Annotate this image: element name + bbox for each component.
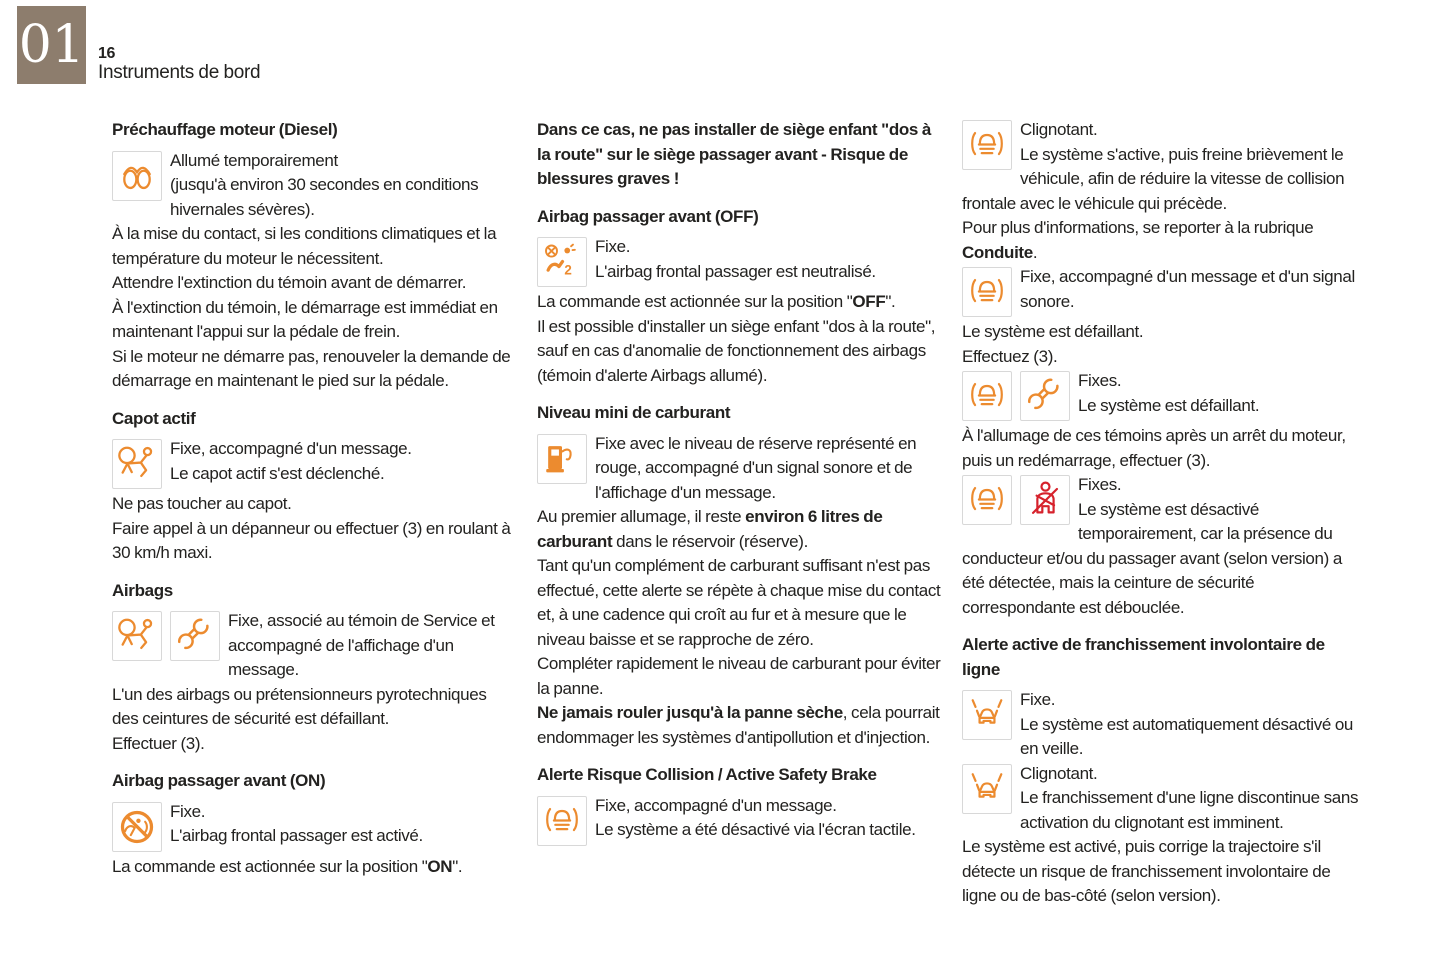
indicator-text xyxy=(962,118,1366,216)
content xyxy=(112,118,1366,909)
text-run: À la mise du contact, si les conditions climatiques et la température du moteur le nécessitent. xyxy=(112,224,497,268)
paragraph xyxy=(537,554,941,652)
indicator-entry xyxy=(112,609,516,683)
chapter-tab: 01 xyxy=(17,6,86,84)
paragraph xyxy=(537,118,941,192)
paragraph xyxy=(962,835,1366,909)
paragraph xyxy=(112,855,516,880)
airbag-person-icon xyxy=(112,611,162,661)
indicator-entry xyxy=(962,762,1366,836)
text-run: Clignotant. xyxy=(1020,120,1098,139)
indicator-entry xyxy=(112,437,516,486)
text-run: L'airbag frontal passager est activé. xyxy=(170,826,423,845)
text-run: Le système s'active, puis freine brièvement le véhicule, afin de réduire la vitesse de collision frontale avec le véhicule qui précède. xyxy=(962,144,1345,213)
page-number: 16 xyxy=(98,45,116,62)
indicator-entry xyxy=(112,800,516,849)
indicator-text xyxy=(537,432,941,506)
section-heading: Préchauffage moteur (Diesel) xyxy=(112,120,338,139)
indicator-text xyxy=(112,800,516,849)
text-run: Compléter rapidement le niveau de carburant pour éviter la panne. xyxy=(537,654,941,698)
fuel-icon xyxy=(537,434,587,484)
paragraph xyxy=(112,296,516,345)
section-heading: Airbags xyxy=(112,580,173,600)
section-heading: Niveau mini de carburant xyxy=(537,403,731,422)
text-run: Fixe, accompagné d'un message et d'un signal sonore. xyxy=(1020,267,1355,311)
paragraph xyxy=(962,345,1366,370)
text-run: Le système a été désactivé via l'écran tactile. xyxy=(595,820,916,839)
text-run: Allumé temporairement xyxy=(170,150,338,170)
paragraph xyxy=(537,701,941,750)
text-run: Fixes. xyxy=(1078,475,1122,494)
text-run: (jusqu'à environ 30 secondes en conditions hivernales sévères). xyxy=(170,175,479,219)
indicator-text xyxy=(537,235,941,284)
text-run: Ne pas toucher au capot. xyxy=(112,494,292,513)
text-run: Il est possible d'installer un siège enfant "dos à la route", sauf en cas d'anomalie de fonctionnement des airbags (témoin d'alerte Airbags allumé). xyxy=(537,316,936,385)
indicator-text xyxy=(962,265,1366,314)
section-heading: Airbag passager avant (ON) xyxy=(112,771,326,790)
paragraph xyxy=(112,732,516,757)
indicator-entry xyxy=(962,118,1366,216)
paragraph xyxy=(112,683,516,732)
text-run: dans le réservoir (réserve). xyxy=(612,531,808,551)
indicator-entry xyxy=(962,473,1366,620)
text-run: L'airbag frontal passager est neutralisé. xyxy=(595,261,876,281)
text-run: La commande est actionnée sur la position " xyxy=(112,856,428,876)
text-run: Le capot actif s'est déclenché. xyxy=(170,463,385,483)
text-run: Faire appel à un dépanneur ou effectuer (3) en roulant à 30 km/h maxi. xyxy=(112,518,511,562)
asb-icon xyxy=(962,371,1012,421)
section-heading: Alerte Risque Collision / Active Safety Brake xyxy=(537,765,877,784)
text-run: Le système est activé, puis corrige la trajectoire s'il détecte un risque de franchissement involontaire de ligne ou de bas-côté (selon version). xyxy=(962,837,1331,905)
text-run: Fixes. xyxy=(1078,371,1122,390)
text-run: Fixe. xyxy=(595,237,631,256)
lane-icon xyxy=(962,764,1012,814)
text-run: Le système est désactivé temporairement, car la présence du conducteur et/ou du passager avant (selon version) a été détectée, mais la ceinture de sécurité correspondante est débouclée. xyxy=(962,499,1342,617)
text-run: Fixe, associé au témoin de Service et accompagné de l'affichage d'un message. xyxy=(228,611,495,679)
text-run: Le système est défaillant. xyxy=(1078,395,1260,415)
svg-text:2: 2 xyxy=(564,262,572,278)
indicator-text xyxy=(112,149,516,223)
indicator-entry xyxy=(537,235,941,284)
asb-icon xyxy=(537,796,587,846)
paragraph xyxy=(112,271,516,296)
text-bold: OFF xyxy=(852,292,886,311)
paragraph xyxy=(962,424,1366,473)
paragraph xyxy=(112,492,516,517)
indicator-text xyxy=(962,762,1366,836)
text-run: Attendre l'extinction du témoin avant de démarrer. xyxy=(112,273,467,292)
text-run: Tant qu'un complément de carburant suffisant n'est pas effectué, cette alerte se répète à chaque mise du contact et, à une cadence qui croît au fur et à mesure que le niveau baisse et se rapproche de zéro. xyxy=(537,556,941,649)
text-run: Fixe, accompagné d'un message. xyxy=(595,795,837,815)
text-run: Fixe. xyxy=(170,801,206,821)
airbag-off-icon xyxy=(537,237,587,287)
text-run: Clignotant. xyxy=(1020,763,1098,783)
text-run: Si le moteur ne démarre pas, renouveler la demande de démarrage en maintenant le pied sur la pédale. xyxy=(112,346,511,390)
text-run: Effectuer (3). xyxy=(112,733,205,753)
text-run: À l'extinction du témoin, le démarrage est immédiat en maintenant l'appui sur la pédale de frein. xyxy=(112,297,498,341)
asb-icon xyxy=(962,267,1012,317)
text-bold: Ne jamais rouler jusqu'à la panne sèche xyxy=(537,703,843,722)
text-run: Le système est défaillant. xyxy=(962,322,1144,341)
indicator-entry xyxy=(962,265,1366,314)
column-3 xyxy=(962,118,1366,909)
paragraph xyxy=(537,652,941,701)
paragraph xyxy=(112,517,516,566)
seatbelt-icon xyxy=(1020,475,1070,525)
asb-icon xyxy=(962,475,1012,525)
text-run: ". xyxy=(885,292,896,311)
section-heading: Alerte active de franchissement involontaire de ligne xyxy=(962,635,1325,679)
paragraph xyxy=(112,222,516,271)
text-run: ". xyxy=(452,856,463,876)
glow-plug-icon xyxy=(112,151,162,201)
wrench-icon xyxy=(170,611,220,661)
wrench-icon xyxy=(1020,371,1070,421)
airbag-on-icon xyxy=(112,802,162,852)
text-run: . xyxy=(1032,242,1038,262)
section-title: Instruments de bord xyxy=(98,62,261,83)
text-bold: Dans ce cas, ne pas installer de siège enfant "dos à la route" sur le siège passager avant - Risque de blessures graves ! xyxy=(537,120,931,188)
indicator-entry xyxy=(537,432,941,506)
text-run: Fixe. xyxy=(1020,690,1056,709)
indicator-entry xyxy=(537,794,941,843)
text-run: , cela pourrait endommager les systèmes d'antipollution et d'injection. xyxy=(537,703,940,747)
paragraph xyxy=(112,345,516,394)
lane-icon xyxy=(962,690,1012,740)
text-run: À l'allumage de ces témoins après un arrêt du moteur, puis un redémarrage, effectuer (3). xyxy=(962,426,1346,470)
text-run: Le système est automatiquement désactivé ou en veille. xyxy=(1020,714,1354,758)
indicator-text xyxy=(537,794,941,843)
paragraph xyxy=(537,315,941,389)
text-run: Fixe avec le niveau de réserve représenté en rouge, accompagné d'un signal sonore et de l'affichage d'un message. xyxy=(595,433,917,502)
text-run: Fixe, accompagné d'un message. xyxy=(170,439,412,458)
text-run: Le franchissement d'une ligne discontinue sans activation du clignotant est imminent. xyxy=(1020,788,1359,832)
text-bold: Conduite xyxy=(962,242,1033,262)
indicator-text xyxy=(962,688,1366,762)
asb-icon xyxy=(962,120,1012,170)
airbag-person-icon xyxy=(112,439,162,489)
paragraph xyxy=(537,505,941,554)
paragraph xyxy=(537,290,941,315)
paragraph xyxy=(962,320,1366,345)
text-run: Pour plus d'informations, se reporter à la rubrique xyxy=(962,218,1314,237)
paragraph xyxy=(962,216,1366,265)
section-heading: Airbag passager avant (OFF) xyxy=(537,206,759,226)
text-run: L'un des airbags ou prétensionneurs pyrotechniques des ceintures de sécurité est défaillant. xyxy=(112,684,487,728)
indicator-text xyxy=(112,437,516,486)
text-run: Effectuez (3). xyxy=(962,346,1058,366)
text-bold: ON xyxy=(427,856,453,876)
text-run: La commande est actionnée sur la position " xyxy=(537,292,853,311)
indicator-entry xyxy=(962,369,1366,418)
text-run: Au premier allumage, il reste xyxy=(537,507,746,526)
indicator-entry xyxy=(962,688,1366,762)
indicator-entry xyxy=(112,149,516,223)
column-1 xyxy=(112,118,516,879)
section-heading: Capot actif xyxy=(112,408,196,428)
text-bold: environ 6 litres de carburant xyxy=(537,507,883,551)
column-2 xyxy=(537,118,941,849)
